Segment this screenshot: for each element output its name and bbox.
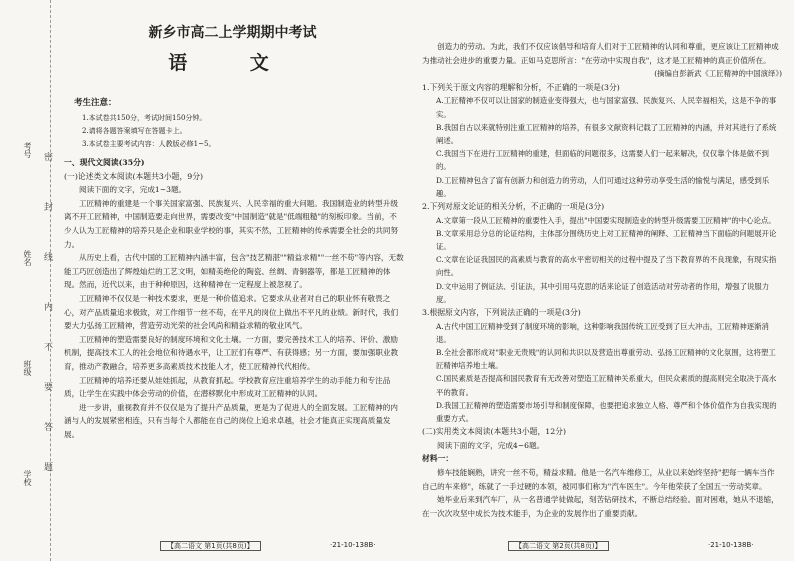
page-footer-box: 【高二语文 第1页(共8页)】 xyxy=(160,541,261,551)
paragraph: 她毕业后来到汽车厂，从一名普通学徒做起，刻苦钻研技术，不断总结经验。面对困难，她从不退缩，在一次次攻坚中成长为技术能手，为企业的发展作出了重要贡献。 xyxy=(422,495,779,518)
right-body xyxy=(422,40,782,520)
paragraph: 创造力的劳动。为此，我们不仅应该倡导和培育人们对于工匠精神的认同和尊重，更应该让工匠精神成为推动社会进步的重要力量。正如马克思所言："在劳动中实现自我"，这才是工匠精神的真正价值所在。 xyxy=(422,42,779,65)
seal-char: 内 xyxy=(44,303,54,313)
left-page xyxy=(60,0,405,561)
subject-title: 语 文 xyxy=(168,52,297,74)
name-label: 姓名 xyxy=(23,250,32,266)
paragraph: 工匠精神不仅仅是一种技术要求，更是一种价值追求。它要求从业者对自己的职业怀有敬畏之心，对产品质量追求极致，对工作细节一丝不苟，在平凡的岗位上做出不平凡的业绩。新时代，我们要大力弘扬工匠精神，营造劳动光荣的社会风尚和精益求精的敬业风气。 xyxy=(64,293,399,331)
option: B.全社会都形成对"职业无贵贱"的认同和共识以及营造出尊重劳动、弘扬工匠精神的文化氛围，这将塑工匠精神培养地土壤。 xyxy=(436,348,776,371)
page-footer-box: 【高二语文 第2页(共8页)】 xyxy=(508,541,609,551)
instruction: 阅读下面的文字，完成1~3题。 xyxy=(79,185,187,195)
option: D.工匠精神包含了富有创新力和创造力的劳动，人们可通过这种劳动享受生活的愉悦与满足，感受到乐趣。 xyxy=(436,175,770,198)
seal-char: 线 xyxy=(44,253,54,263)
option: D.文中运用了例证法、引证法，其中引用马克思的话来论证了创造活动对劳动者的作用，增强了说服力度。 xyxy=(436,281,770,304)
page-code: ·21-10-138B· xyxy=(708,541,754,549)
notice-item: 3.本试卷主要考试内容：人教版必修1~5。 xyxy=(82,140,216,148)
school-label: 学校 xyxy=(23,470,32,486)
option: C.国民素质是否提高和国民教育有无改善对塑造工匠精神关系重大，但民众素质的提高则完全取决于高水平的教育。 xyxy=(436,374,777,397)
subsection-heading: (二)实用类文本阅读(本题共3小题，12分) xyxy=(422,427,567,437)
page-code: ·21-10-138B· xyxy=(330,541,376,549)
seal-char: 密 xyxy=(44,153,54,163)
class-label: 班级 xyxy=(23,360,32,376)
seal-char: 要 xyxy=(44,383,54,393)
notice-list xyxy=(82,112,215,151)
notice-item: 1.本试卷共150分，考试时间150分钟。 xyxy=(82,114,207,122)
binding-margin xyxy=(0,0,54,561)
seal-char: 答 xyxy=(44,423,54,433)
paragraph: 工匠精神的重建是一个事关国家富强、民族复兴、人民幸福的重大问题。我国制造业的转型升级离不开工匠精神，中国制造要走向世界，需要改变"中国制造"就是"低端粗糙"的刻板印象。当前，不少人认为工匠精神的培养只是企业和职业学校的事，其实不然，工匠精神的传承需要全社会的共同努力。 xyxy=(64,198,399,249)
paragraph: 修车技能娴熟，讲究一丝不苟，精益求精。他是一名汽车维修工，从业以来始终坚持"把每一辆车当作自己的车来修"，练就了一手过硬的本领，被同事们称为"汽车医生"。今年他荣获了全国五一劳动奖章。 xyxy=(422,468,775,491)
paragraph: 从历史上看，古代中国的工匠精神内涵丰富，包含"技艺精湛""精益求精""一丝不苟"等内容，无数能工巧匠创造出了辉煌灿烂的工艺文明，如精美绝伦的陶瓷、丝绸、青铜器等，都是工匠精神的体现。然而，近代以来，由于种种原因，这种精神在一定程度上被忽视了。 xyxy=(64,253,404,290)
option: B.我国自古以来就特别注重工匠精神的培养，有很多文献资料记载了工匠精神的内涵，并对其进行了系统阐述。 xyxy=(436,122,777,145)
left-body xyxy=(64,156,404,441)
exam-number-label: 考号 xyxy=(23,142,32,158)
option: C.文章在论证我国民的高素质与教育的高水平密切相关的过程中提及了当下教育界的不良现象，有现实指向性。 xyxy=(436,255,777,278)
section-heading: 一、现代文阅读(35分) xyxy=(64,158,145,167)
notice-item: 2.请将各题答案填写在答题卡上。 xyxy=(82,127,187,135)
option: A.古代中国工匠精神受到了制度环境的影响，这种影响我国传统工匠受到了巨大冲击，工匠精神逐渐消退。 xyxy=(436,321,769,344)
exam-title: 新乡市高二上学期期中考试 xyxy=(148,25,317,41)
question-1: 1.下列关于原文内容的理解和分析，不正确的一项是(3分) xyxy=(422,82,620,92)
option: A.文章第一段从工匠精神的重要性入手，提出"中国要实现制造业的转型升级需要工匠精神"的中心论点。 xyxy=(436,215,776,225)
instruction: 阅读下面的文字，完成4~6题。 xyxy=(437,440,545,450)
paragraph: 进一步讲，重视教育并不仅仅是为了提升产品质量，更是为了促进人的全面发展。工匠精神的内涵与人的发展紧密相连，只有当每个人都能在自己的岗位上追求卓越，社会才能真正实现高质量发展。 xyxy=(64,402,398,439)
notice-heading: 考生注意： xyxy=(74,98,117,108)
option: C.我国当下在进行工匠精神的重建，但面临的问题很多，这需要人们一起来解决，仅仅靠个体是做不到的。 xyxy=(436,149,769,172)
question-2: 2.下列对原文论证的相关分析，不正确的一项是(3分) xyxy=(422,202,605,211)
seal-char: 封 xyxy=(44,203,54,213)
subsection-heading: (一)论述类文本阅读(本题共3小题，9分) xyxy=(64,171,204,181)
option: A.工匠精神不仅可以让国家的制造业变得强大，也与国家富强、民族复兴、人民幸福相关，这是不争的事实。 xyxy=(436,96,777,119)
paragraph: 工匠精神的塑造需要良好的制度环境和文化土壤。一方面，要完善技术工人的培养、评价、激励机制，提高技术工人的社会地位和待遇水平，让工匠们有尊严、有获得感；另一方面，要加强职业教育，推动产教融合，培养更多高素质技术技能人才，使工匠精神代代相传。 xyxy=(64,334,399,371)
paragraph: 工匠精神的培养还要从娃娃抓起，从教育抓起。学校教育应注重培养学生的动手能力和专注品质，让学生在实践中体会劳动的价值，在潜移默化中形成对工匠精神的认同。 xyxy=(64,375,391,399)
source-citation: (摘编自彭新武《工匠精神的中国演绎》) xyxy=(654,69,782,79)
material-heading: 材料一： xyxy=(422,454,454,464)
question-3: 3.根据原文内容，下列说法正确的一项是(3分) xyxy=(422,308,581,318)
option: D.我国工匠精神的塑造需要市场引导和制度保障，也要把追求独立人格、尊严和个体价值作为自我实现的重要方式。 xyxy=(436,400,777,424)
seal-char: 题 xyxy=(44,463,54,473)
option: B.文章采用总分总的论证结构，主体部分围绕历史上对工匠精神的阐释、工匠精神当下面临的问题展开论证。 xyxy=(436,228,777,251)
right-page xyxy=(418,0,786,561)
seal-char: 不 xyxy=(44,343,54,353)
